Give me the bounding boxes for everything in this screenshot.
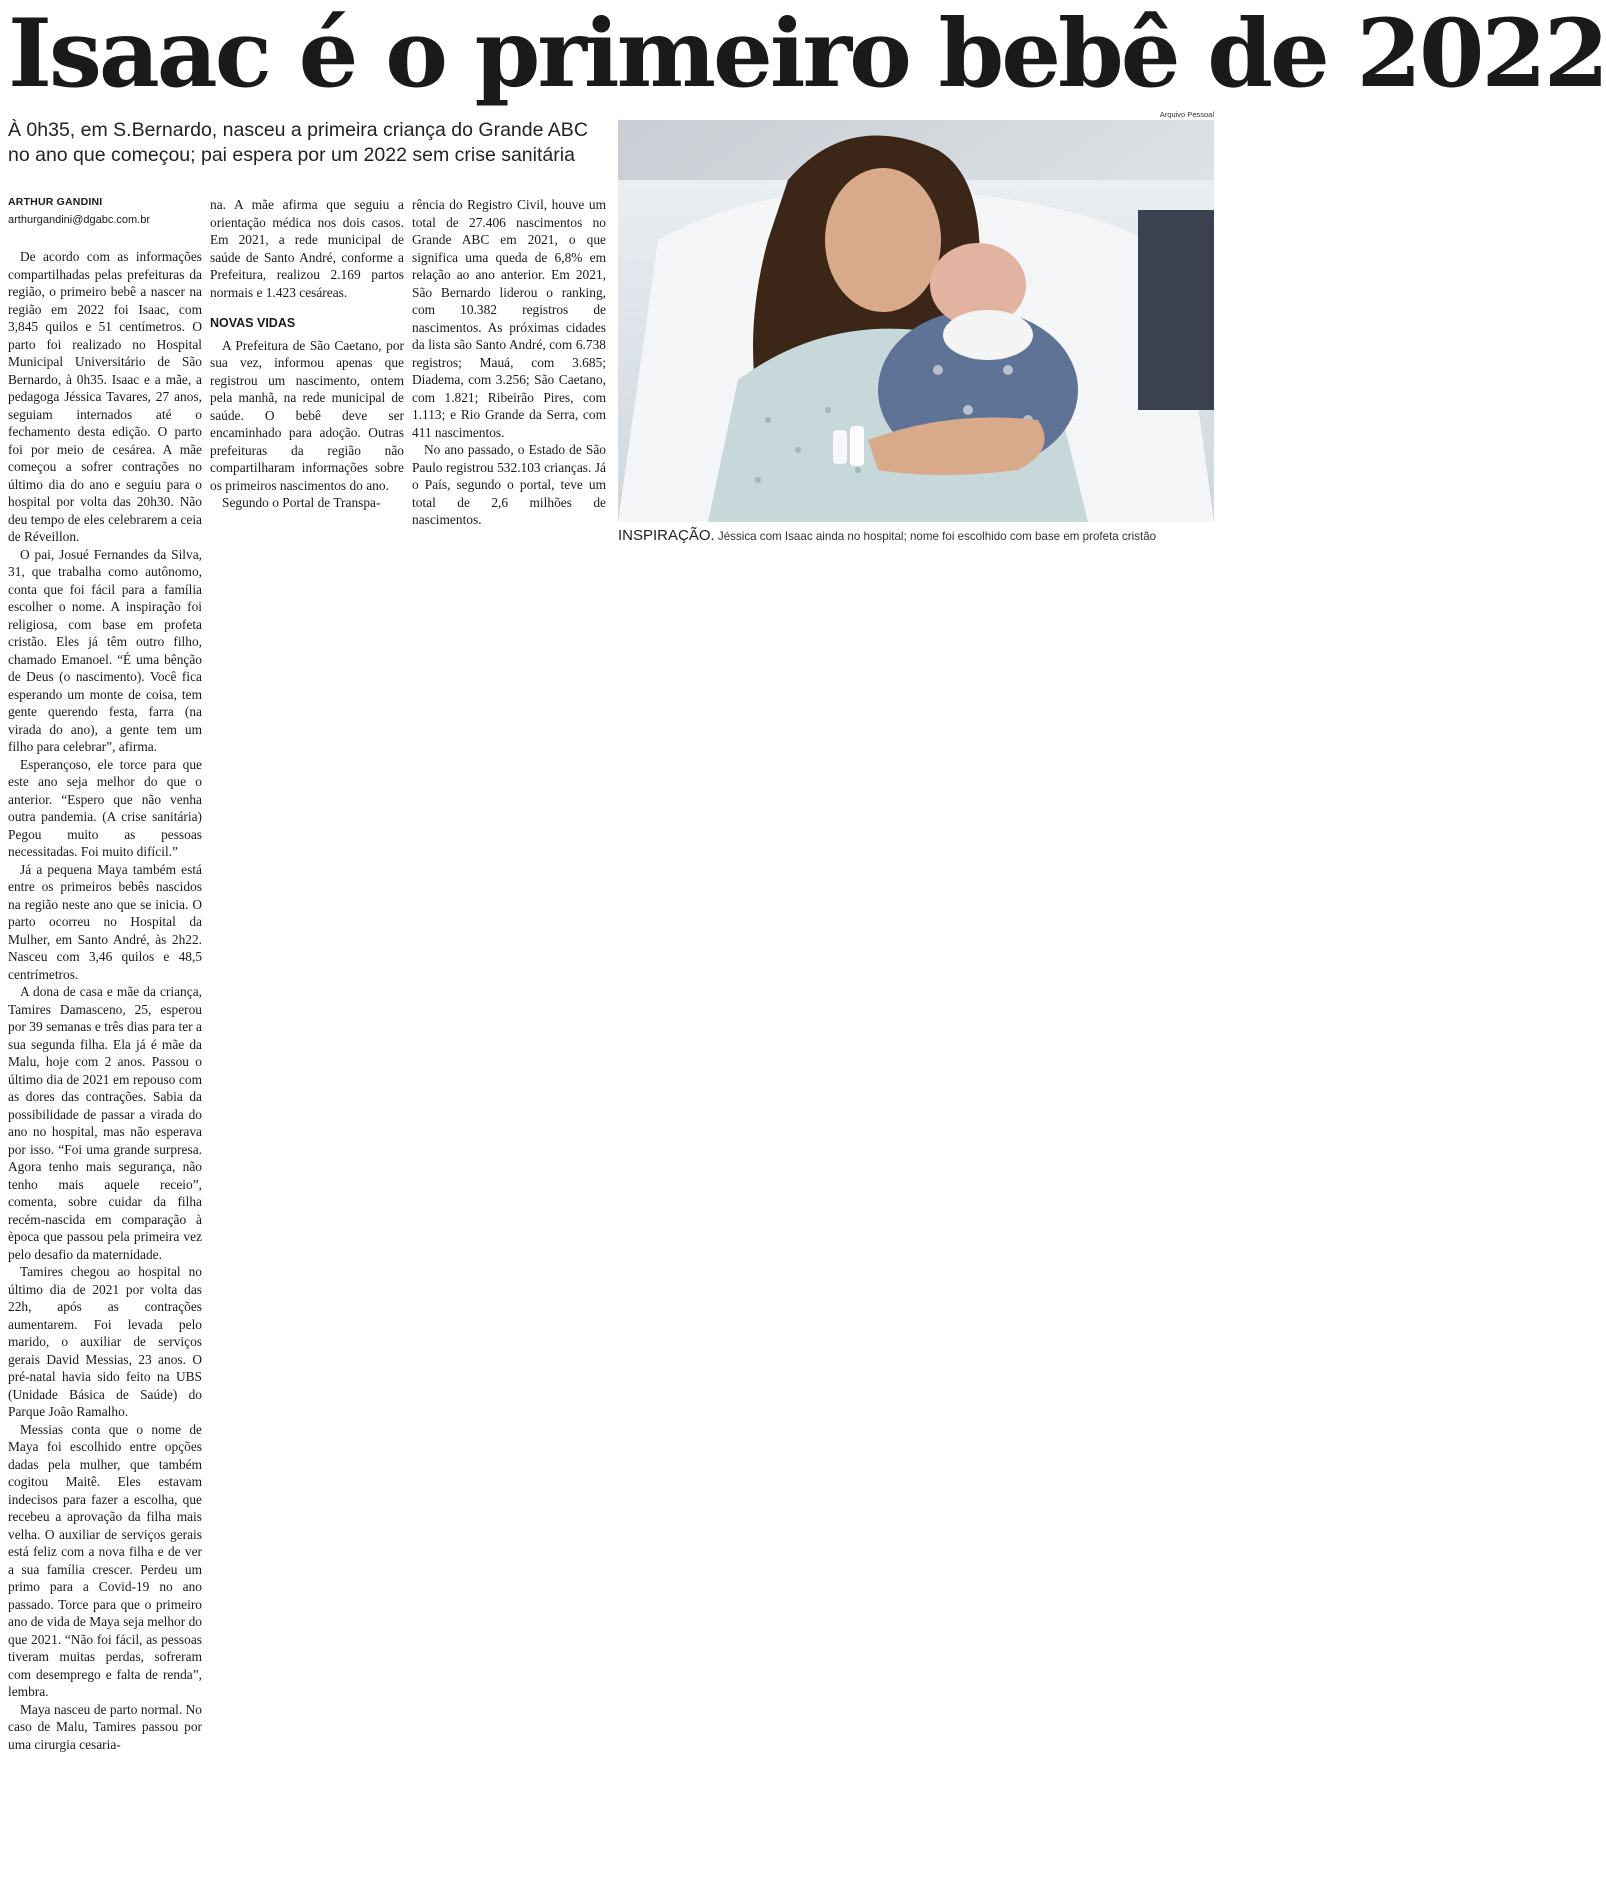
paragraph: Maya nasceu de parto normal. No caso de Malu, Tamires passou por uma cirurgia cesaria- bbox=[8, 1701, 202, 1752]
paragraph: Esperançoso, ele torce para que este ano seja melhor do que o anterior. “Espero que não venha outra pandemia. (A crise sanitária) Pegou muito as pessoas necessitadas. Foi muito difícil.” bbox=[8, 756, 202, 859]
paragraph: na. A mãe afirma que seguiu a orientação médica nos dois casos. Em 2021, a rede municipal de saúde de Santo André, conforme a Prefeitura, realizou 2.169 partos normais e 1.423 cesáreas. bbox=[210, 197, 404, 300]
paragraph: Tamires chegou ao hospital no último dia de 2021 por volta das 22h, após as contrações aumentarem. Foi levada pelo marido, o auxiliar de serviços gerais David Messias, 23 anos. O pré-natal havia sido feito na UBS (Unidade Básica de Saúde) do Parque João Ramalho. bbox=[8, 1264, 202, 1419]
byline-author: ARTHUR GANDINI bbox=[8, 196, 103, 208]
paragraph: Já a pequena Maya também está entre os primeiros bebês nascidos na região neste ano que se inicia. O parto ocorreu no Hospital da Mulher, em Santo André, às 2h22. Nasceu com 3,46 quilos e 48,5 centrímetros. bbox=[8, 861, 202, 982]
paragraph: rência do Registro Civil, houve um total de 27.406 nascimentos no Grande ABC em 2021, o que significa uma queda de 6,8% em relação ao ano anterior. Em 2021, São Bernardo liderou o ranking, com 10.382 registros de nascimentos. As próximas cidades da lista são Santo André, com 6.738 registros; Mauá, com 3.685; Diadema, com 3.256; São Caetano, com 1.821; Ribeirão Pires, com 1.113; e Rio Grande da Serra, com 411 nascimentos. bbox=[412, 197, 606, 440]
photo-credit: Arquivo Pessoal bbox=[1159, 110, 1214, 119]
paragraph: A Prefeitura de São Caetano, por sua vez, informou apenas que registrou um nascimento, ontem pela manhã, na rede municipal de saúde. O bebê deve ser encaminhado para adoção. Outras prefeituras da região não compartilharam informações sobre os primeiros nascimentos do ano. bbox=[210, 337, 404, 493]
paragraph: De acordo com as informações compartilhadas pelas prefeituras da região, o primeiro bebê a nascer na região em 2022 foi Isaac, com 3,845 quilos e 51 centímetros. O parto foi realizado no Hospital Municipal Universitário de São Bernardo, à 0h35. Isaac e a mãe, a pedagoga Jéssica Tavares, 27 anos, seguiam internados até o fechamento desta edição. O parto foi por meio de cesárea. A mãe começou a sofrer contrações no último dia do ano e seguiu para o hospital por volta das 20h30. Não deu tempo de eles celebrarem a ceia de Réveillon. bbox=[8, 249, 202, 544]
byline-email[interactable]: arthurgandini@dgabc.com.br bbox=[8, 214, 151, 226]
article-column-1 bbox=[8, 248, 202, 1753]
paragraph: No ano passado, o Estado de São Paulo registrou 532.103 crianças. Já o País, segundo o portal, teve um total de 2,6 milhões de nascimentos. bbox=[412, 442, 606, 527]
headline: Isaac é o primeiro bebê de 2022 bbox=[8, 0, 1606, 109]
photo-caption bbox=[618, 528, 1218, 545]
article-column-3 bbox=[412, 196, 606, 529]
paragraph: Segundo o Portal de Transpa- bbox=[222, 495, 381, 510]
paragraph: A dona de casa e mãe da criança, Tamires Damasceno, 25, esperou por 39 semanas e três dias para ter a sua segunda filha. Ela já é mãe da Malu, hoje com 2 anos. Passou o último dia de 2021 em repouso com as dores das contrações. Sabia da possibilidade de passar a virada do ano no hospital, mas não esperava por isso. “Foi uma grande surpresa. Agora tenho mais segurança, não tenho mais aquele receio”, comenta, sobre cuidar da filha recém-nascida em comparação à època que passou pela primeira vez pelo desafio da maternidade. bbox=[8, 984, 202, 1262]
article-photo bbox=[618, 120, 1214, 522]
caption-text: Jéssica com Isaac ainda no hospital; nome foi escolhido com base em profeta cristão bbox=[714, 530, 1157, 543]
caption-kicker: INSPIRAÇÃO. bbox=[618, 527, 715, 544]
paragraph: Messias conta que o nome de Maya foi escolhido entre opções dadas pela mulher, que também cogitou Maitê. Eles estavam indecisos para fazer a escolha, que recebeu a aprovação da filha mais velha. O auxiliar de serviços gerais está feliz com a nova filha e de ver a sua família crescer. Perdeu um primo para a Covid-19 no ano passado. Torce para que o primeiro ano de vida de Maya seja melhor do que 2021. “Não foi fácil, as pessoas tiveram muitas perdas, sofreram com desemprego e falta de renda”, lembra. bbox=[8, 1421, 202, 1699]
byline bbox=[8, 196, 202, 226]
article-column-2 bbox=[210, 196, 404, 512]
paragraph: O pai, Josué Fernandes da Silva, 31, que trabalha como autônomo, conta que foi fácil para a família escolher o nome. A inspiração foi religiosa, com base em profeta cristão. Eles já têm outro filho, chamado Emanoel. “É uma bênção de Deus (o nascimento). Você fica esperando um monte de coisa, tem gente querendo festa, farra (na virada do ano), a gente tem um filho para celebrar”, afirma. bbox=[8, 546, 202, 754]
subhead: À 0h35, em S.Bernardo, nasceu a primeira criança do Grande ABC no ano que começou; pai espera por um 2022 sem crise sanitária bbox=[8, 119, 588, 166]
section-subtitle: NOVAS VIDAS bbox=[210, 316, 296, 330]
